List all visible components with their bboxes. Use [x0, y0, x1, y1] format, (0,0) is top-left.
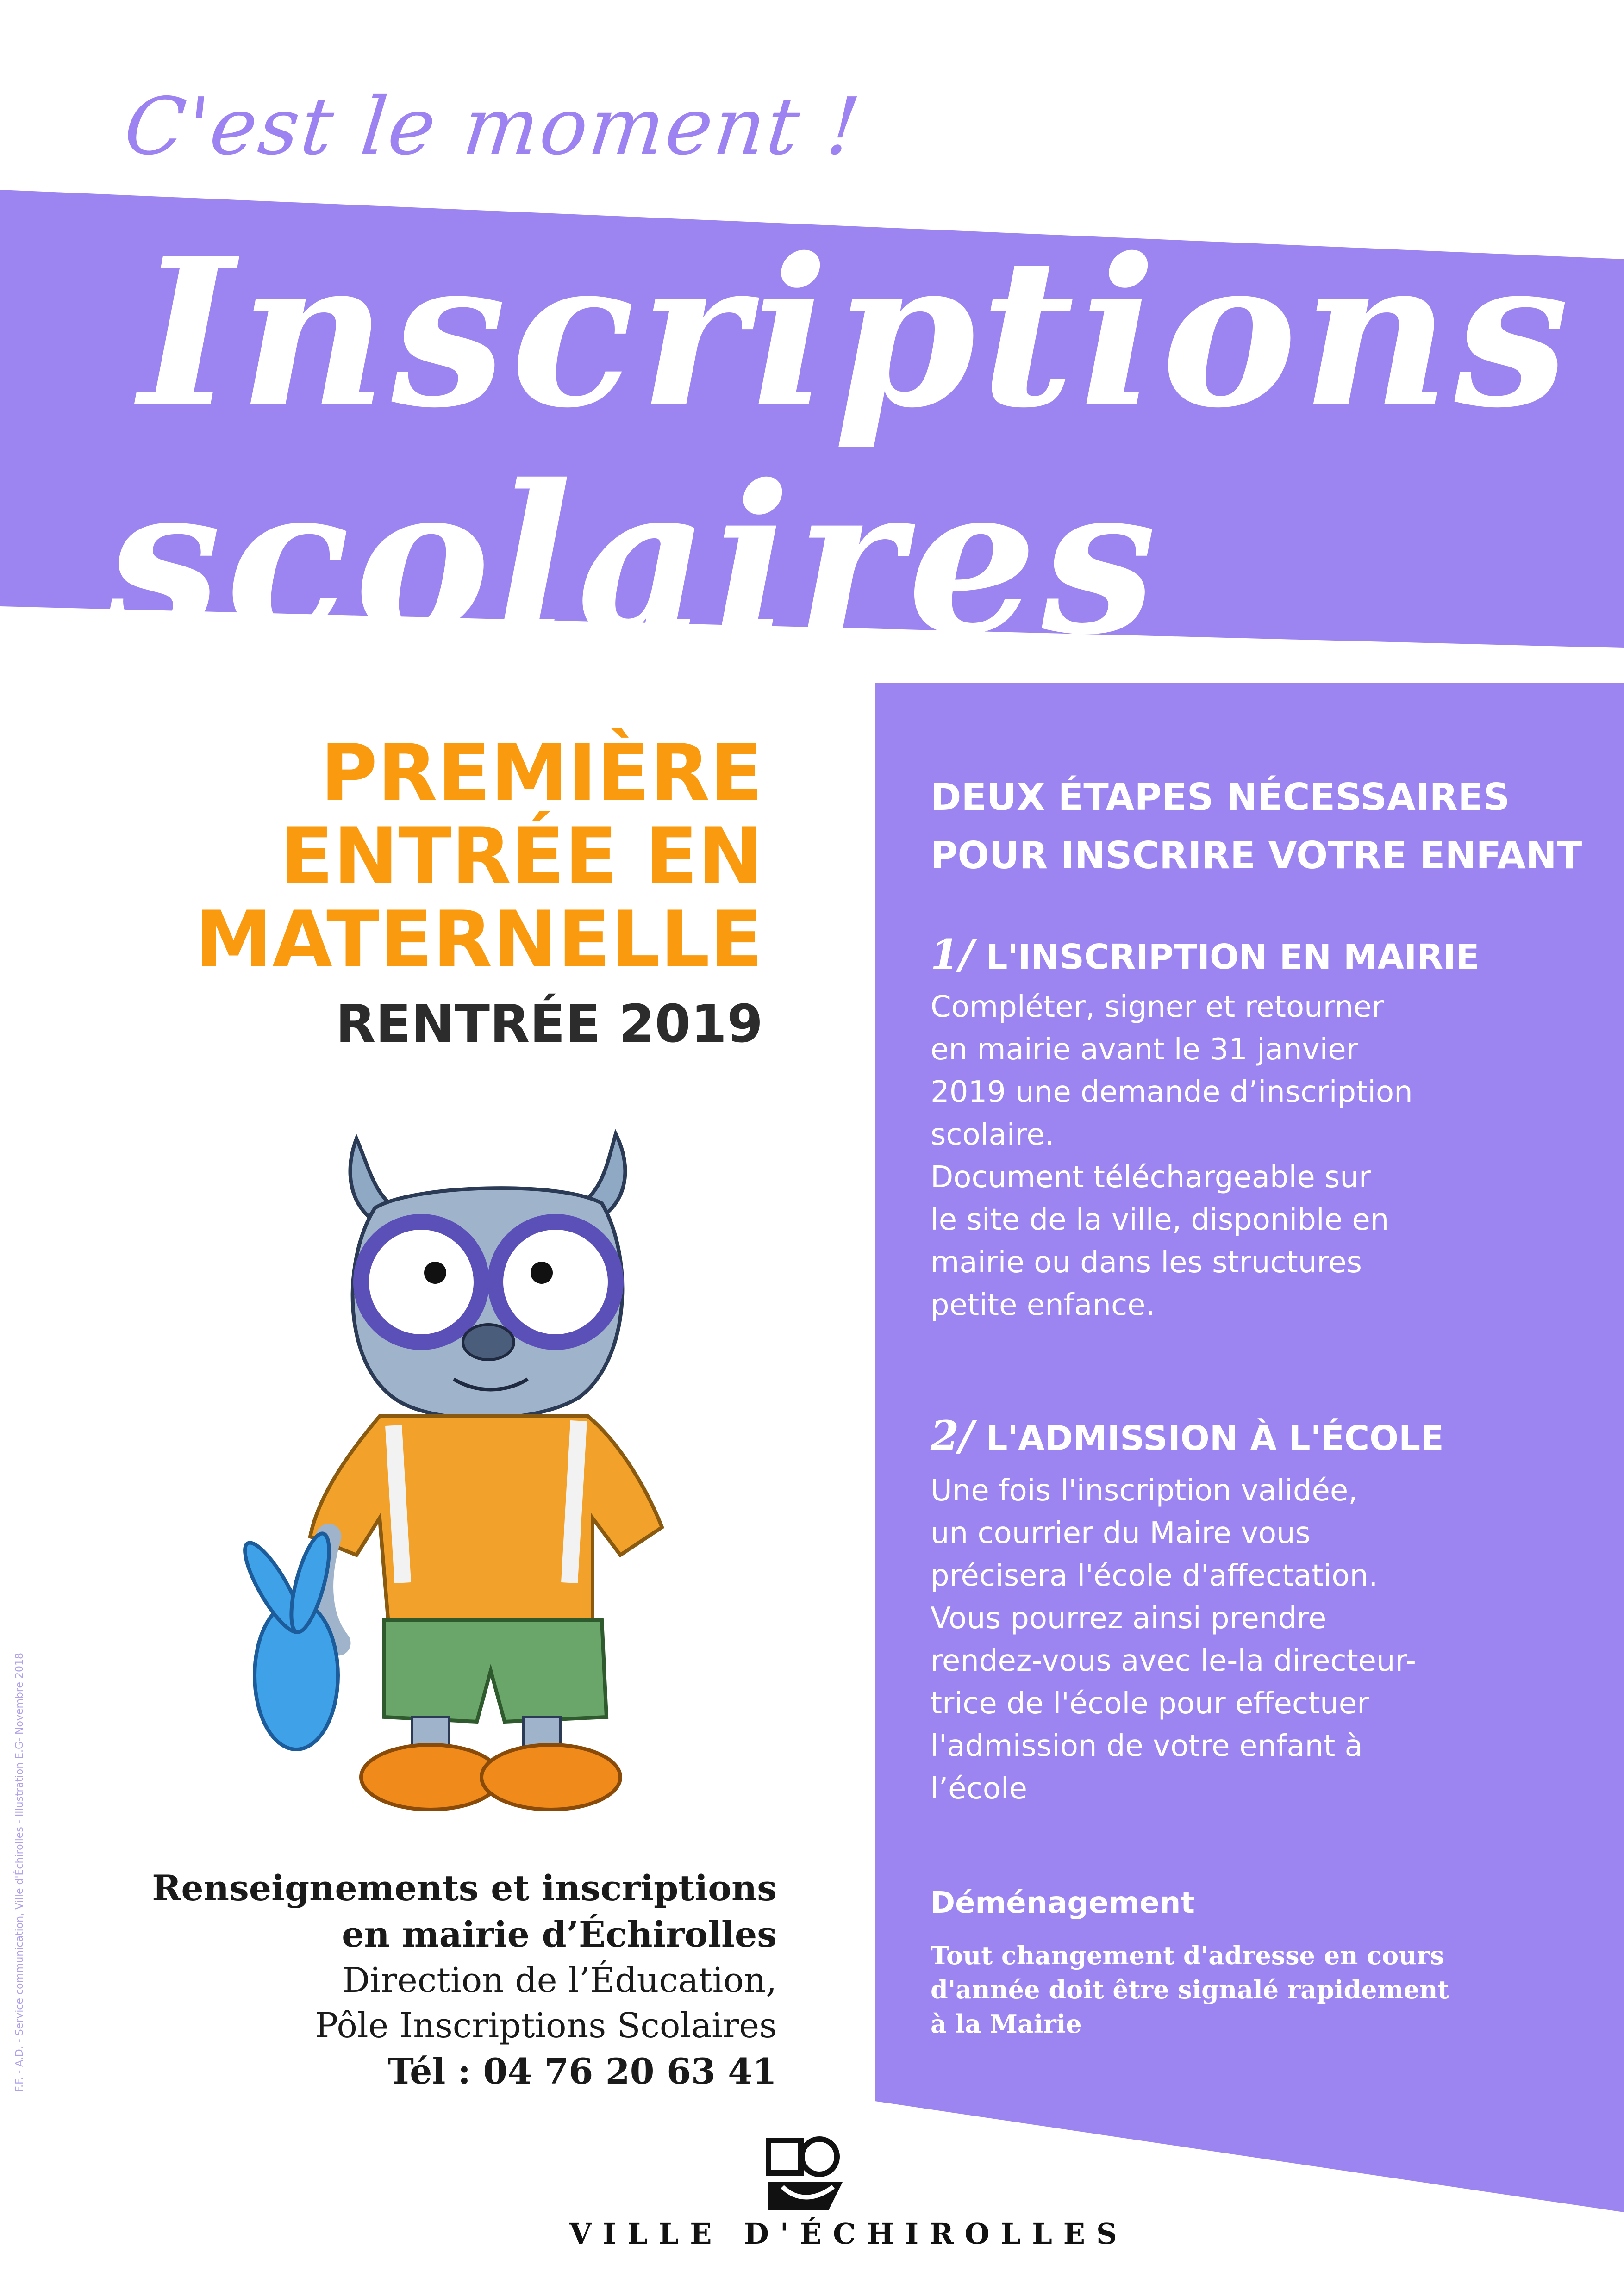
moving-title: Déménagement [931, 1886, 1195, 1920]
heading-line-2: ENTRÉE EN [280, 811, 763, 902]
heading-line-3: MATERNELLE [194, 894, 763, 985]
step-1-line: Document téléchargeable sur [931, 1160, 1371, 1195]
main-title-line-1: Inscriptions [139, 213, 1574, 453]
step-1-line: 2019 une demande d’inscription [931, 1075, 1413, 1109]
mascot-illustration [236, 1120, 699, 1823]
step-1-title [931, 930, 1479, 978]
panel-heading-line-1: DEUX ÉTAPES NÉCESSAIRES [931, 776, 1510, 819]
step-2-body [931, 1469, 1416, 1810]
step-2-title [931, 1412, 1444, 1460]
step-1-line: mairie ou dans les structures [931, 1245, 1362, 1280]
contact-line-2: en mairie d’Échirolles [342, 1914, 777, 1955]
step-2-line: précisera l'école d'affectation. [931, 1559, 1378, 1593]
panel-heading-line-2: POUR INSCRIRE VOTRE ENFANT [931, 834, 1582, 877]
step-2-line: rendez-vous avec le-la directeur- [931, 1644, 1416, 1678]
contact-phone: Tél : 04 76 20 63 41 [387, 2051, 777, 2092]
step-1-title-text: L'INSCRIPTION EN MAIRIE [986, 937, 1480, 977]
step-1-line: scolaire. [931, 1118, 1055, 1152]
contact-block [152, 1865, 777, 2095]
step-1-line: en mairie avant le 31 janvier [931, 1033, 1358, 1067]
credits-text: F.F. - A.D. - Service communication, Ville d'Échirolles - Illustration E.G- Novembre 2018 [14, 1653, 25, 2092]
tagline: C'est le moment ! [120, 81, 866, 173]
panel-heading [931, 768, 1582, 885]
left-heading-block [194, 728, 763, 1059]
moving-body [931, 1938, 1449, 2041]
city-logo-icon [759, 2131, 852, 2219]
heading-line-1: PREMIÈRE [320, 728, 763, 818]
step-2-line: trice de l'école pour effectuer [931, 1686, 1369, 1721]
contact-line-4: Pôle Inscriptions Scolaires [315, 2006, 777, 2046]
step-2-line: Vous pourrez ainsi prendre [931, 1601, 1327, 1636]
moving-line: d'année doit être signalé rapidement [931, 1975, 1449, 2004]
step-2-title-text: L'ADMISSION À L'ÉCOLE [986, 1419, 1444, 1458]
step-1-line: le site de la ville, disponible en [931, 1203, 1389, 1237]
step-1-line: petite enfance. [931, 1288, 1155, 1322]
moving-line: à la Mairie [931, 2009, 1082, 2039]
step-1-body [931, 986, 1413, 1326]
rentree-subheading: RENTRÉE 2019 [336, 994, 763, 1054]
step-2-number: 2/ [931, 1412, 974, 1460]
main-title-line-2: scolaires [106, 440, 1161, 679]
step-1-line: Compléter, signer et retourner [931, 990, 1384, 1024]
step-2-line: l’école [931, 1772, 1027, 1806]
contact-line-1: Renseignements et inscriptions [152, 1867, 777, 1909]
step-2-line: Une fois l'inscription validée, [931, 1474, 1358, 1508]
moving-line: Tout changement d'adresse en cours [931, 1941, 1444, 1970]
contact-line-3: Direction de l’Éducation, [342, 1960, 777, 2000]
step-2-line: l'admission de votre enfant à [931, 1729, 1363, 1763]
step-2-line: un courrier du Maire vous [931, 1516, 1311, 1550]
city-logo-text: VILLE D'ÉCHIROLLES [569, 2217, 1128, 2251]
step-1-number: 1/ [931, 930, 974, 978]
